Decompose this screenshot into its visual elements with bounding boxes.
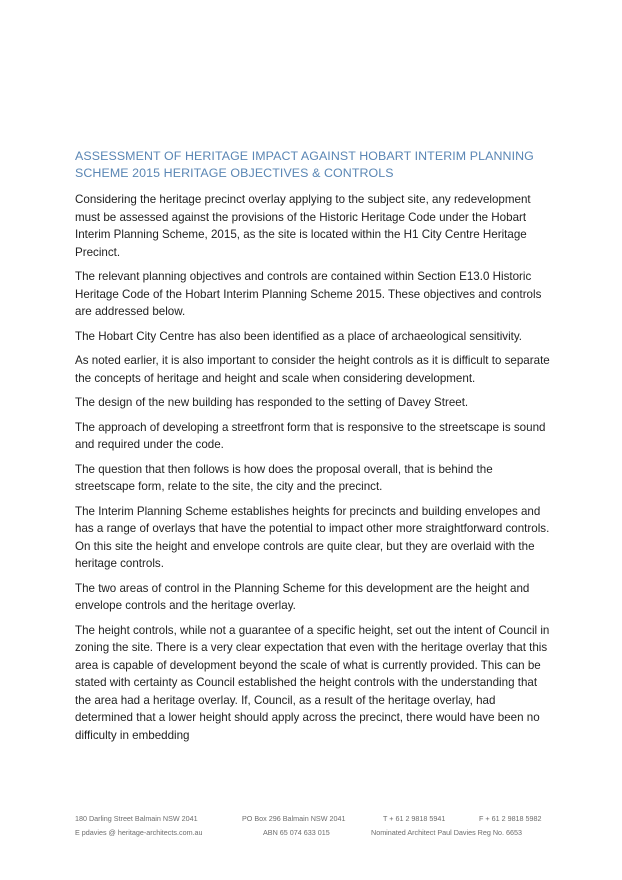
- paragraph: The question that then follows is how does the proposal overall, that is behind the streetscape form, relate to the site, the city and the precinct.: [75, 462, 493, 493]
- paragraph: The approach of developing a streetfront form that is responsive to the streetscape is sound and required under the code.: [75, 420, 546, 451]
- page-footer: [75, 812, 555, 840]
- footer-address: 180 Darling Street Balmain NSW 2041: [75, 814, 198, 823]
- paragraph: The design of the new building has responded to the setting of Davey Street.: [75, 396, 469, 409]
- footer-row-registration: [75, 826, 555, 840]
- footer-phone: T + 61 2 9818 5941: [383, 814, 446, 823]
- paragraph: As noted earlier, it is also important to consider the height controls as it is difficult to separate the concepts of heritage and height and scale when considering development.: [75, 354, 550, 385]
- footer-po-box: PO Box 296 Balmain NSW 2041: [242, 814, 346, 823]
- section-heading: ASSESSMENT OF HERITAGE IMPACT AGAINST HOBART INTERIM PLANNING SCHEME 2015 HERITAGE OBJECTIVES & CONTROLS: [75, 149, 534, 180]
- paragraph: Considering the heritage precinct overlay applying to the subject site, any redevelopment must be assessed against the provisions of the Historic Heritage Code under the Hobart Interim Planning Scheme, 2015, as the site is located within the H1 City Centre Heritage Precinct.: [75, 193, 531, 259]
- footer-row-contact: [75, 812, 555, 826]
- footer-architect: Nominated Architect Paul Davies Reg No. 6653: [371, 828, 523, 837]
- footer-fax: F + 61 2 9818 5982: [479, 814, 542, 823]
- paragraph: The relevant planning objectives and controls are contained within Section E13.0 Historic Heritage Code of the Hobart Interim Planning Scheme 2015. These objectives and controls are addressed below.: [75, 270, 542, 318]
- footer-email: E pdavies @ heritage-architects.com.au: [75, 828, 203, 837]
- footer-abn: ABN 65 074 633 015: [263, 828, 330, 837]
- paragraph: The Hobart City Centre has also been identified as a place of archaeological sensitivity.: [75, 329, 523, 343]
- body-text: [75, 191, 553, 751]
- paragraph: The two areas of control in the Planning Scheme for this development are the height and envelope controls and the heritage overlay.: [75, 581, 530, 612]
- paragraph: The height controls, while not a guarantee of a specific height, set out the intent of Council in zoning the site. There is a very clear expectation that even with the heritage overlay that this area is capable of development beyond the scale of what is currently provided. This can be stated with certainty as Council established the height controls with the understanding that the area had a heritage overlay. If, Council, as a result of the heritage overlay, had determined that a lower height should apply across the precinct, there would have been no difficulty in embedding: [75, 623, 550, 742]
- paragraph: The Interim Planning Scheme establishes heights for precincts and building envelopes and has a range of overlays that have the potential to impact other more straightforward controls. On this site the height and envelope controls are quite clear, but they are overlaid with the heritage controls.: [75, 504, 550, 570]
